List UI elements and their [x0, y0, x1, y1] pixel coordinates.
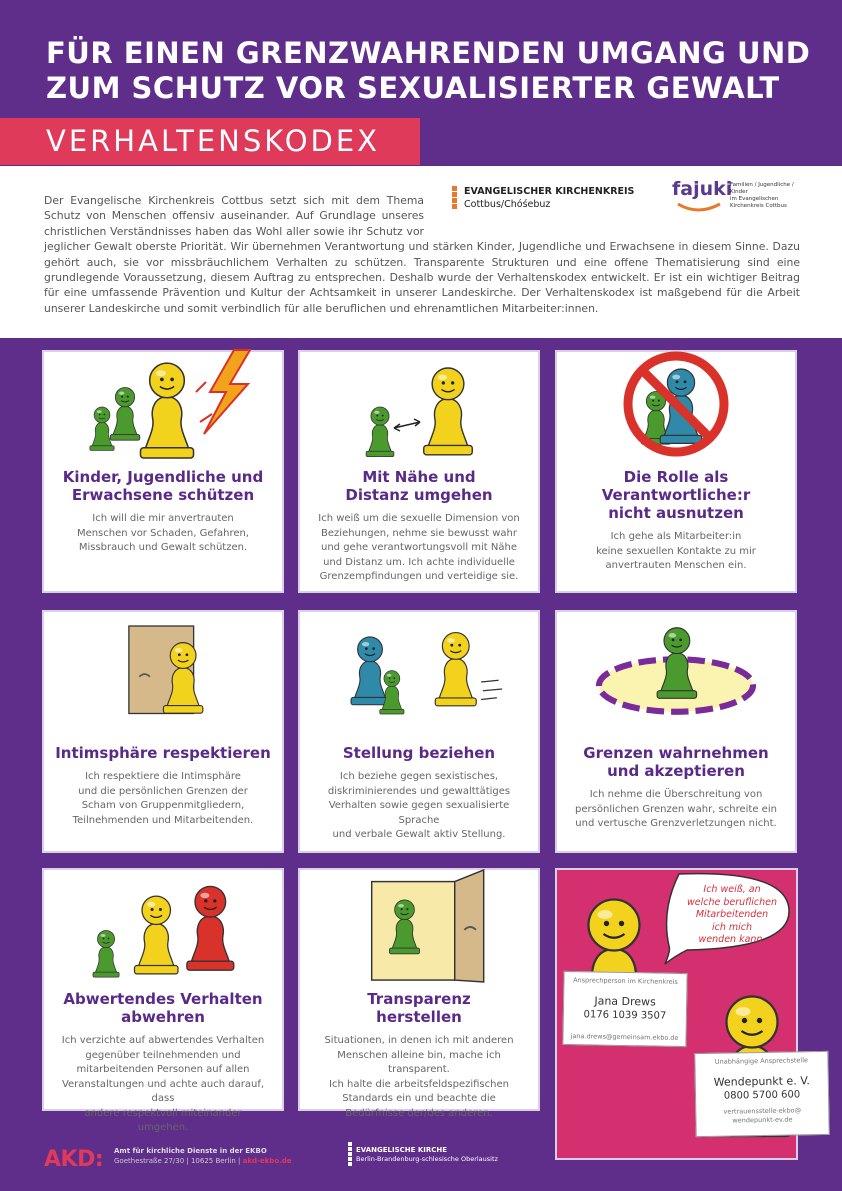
card-naehe-distanz	[298, 350, 540, 593]
intro-section	[0, 166, 842, 338]
pawn-door-illustration	[44, 612, 282, 724]
akd-logo: AKD:	[44, 1147, 104, 1172]
akd-website-link[interactable]: akd-ekbo.de	[242, 1157, 292, 1165]
akd-address	[114, 1157, 292, 1165]
card-text: Ich nehme die Überschreitung von persönlichen Grenzen wahr, schreite ein und vertusche Grenzverletzungen nicht.	[575, 789, 777, 829]
fajuki-logo-word: fajuki	[672, 178, 733, 200]
ekbo-logo	[348, 1142, 548, 1172]
card-intimsphaere	[42, 610, 284, 853]
ekbo-logo-line1: EVANGELISCHE KIRCHE	[356, 1146, 448, 1154]
card-title: Abwertendes Verhalten abwehren	[63, 990, 263, 1026]
card-title: Mit Nähe und Distanz umgehen	[345, 468, 493, 504]
title-line-1: FÜR EINEN GRENZWAHRENDEN UMGANG UND	[46, 36, 811, 70]
fajuki-desc-line2: im Evangelischen	[730, 196, 779, 202]
contact-name: Jana Drews	[594, 994, 656, 1009]
ekbo-logo-line2: Berlin-Brandenburg-schlesische Oberlausitz	[356, 1155, 498, 1163]
card-text: Situationen, in denen ich mit anderen Menschen alleine bin, mache ich transparent. Ich halte die arbeitsfeldspezifischen Standards ein und beachte die Bedürfnisse der/des anderen.	[324, 1035, 514, 1119]
kirchenkreis-logo-line2: Cottbus/Chóśebuz	[464, 199, 551, 210]
card-rolle	[555, 350, 797, 593]
sign-label: Unabhängige Ansprechstelle	[714, 1056, 809, 1066]
card-title: Intimsphäre respektieren	[55, 744, 271, 762]
card-text: Ich beziehe gegen sexistisches, diskriminierendes und gewalttätiges Verhalten sowie gegen sexualisierte Sprache und verbale Gewalt aktiv Stellung.	[327, 771, 511, 840]
contact-email[interactable]	[696, 1106, 828, 1126]
pawns-distance-illustration	[300, 352, 538, 464]
contact-phone[interactable]: 0800 5700 600	[723, 1089, 801, 1102]
banner-label: VERHALTENSKODEX	[46, 124, 381, 158]
title-line-2: ZUM SCHUTZ VOR SEXUALISIERTER GEWALT	[46, 71, 780, 105]
pawn-open-door-illustration	[300, 870, 538, 982]
contact-sign-wendepunkt	[694, 1051, 829, 1137]
akd-name: Amt für kirchliche Dienste in der EKBO	[114, 1147, 267, 1155]
card-text: Ich verzichte auf abwertendes Verhalten gegenüber teilnehmenden und mitarbeitenden Personen auf allen Veranstaltungen und achte auch darauf, dass andere respektvoll miteinander umgehen.	[61, 1035, 265, 1133]
prohibition-illustration	[557, 352, 795, 464]
speech-bubble: Ich weiß, an welche beruflichen Mitarbeitenden ich mich wenden kann.	[686, 884, 778, 945]
card-text: Ich weiß um die sexuelle Dimension von Beziehungen, nehme sie bewusst wahr und gehe verantwortungsvoll mit Nähe und Distanz um. Ich achte individuelle Grenzempfindungen und verteidige sie.	[318, 513, 520, 582]
card-title: Transparenz herstellen	[367, 990, 471, 1026]
footer	[0, 1130, 842, 1191]
kirchenkreis-logo-line1: EVANGELISCHER KIRCHENKREIS	[464, 186, 635, 197]
contact-email-line2: wendepunkt-ev.de	[732, 1115, 793, 1125]
card-grenzen	[555, 610, 797, 853]
sign-label: Ansprechperson im Kirchenkreis	[573, 976, 678, 986]
card-stellung	[298, 610, 540, 853]
contact-phone[interactable]: 0176 1039 3507	[583, 1009, 667, 1022]
banner	[0, 118, 420, 165]
fajuki-desc-line1: Familien / Jugendliche / Kinder	[730, 182, 794, 195]
pawns-lightning-illustration	[44, 352, 282, 464]
card-title: Die Rolle als Verantwortliche:r nicht ausnutzen	[601, 468, 751, 522]
page-title	[46, 36, 826, 106]
contact-sign-kirchenkreis	[562, 971, 687, 1047]
header	[0, 0, 842, 170]
intro-paragraph	[44, 193, 800, 316]
pawns-stop-illustration	[300, 612, 538, 724]
card-title: Kinder, Jugendliche und Erwachsene schützen	[62, 468, 264, 504]
contact-card	[555, 868, 810, 1160]
pawn-boundary-illustration	[557, 612, 795, 724]
fajuki-desc-line3: Kirchenkreis Cottbus	[730, 203, 787, 209]
card-schuetzen	[42, 350, 284, 593]
card-transparenz	[298, 868, 540, 1119]
intro-text: Der Evangelische Kirchenkreis Cottbus setzt sich mit dem Thema Schutz von Menschen offensiv auseinander. Auf Grundlage unseres christlichen Verständnisses haben das Wohl aller sowie ihr Schutz vor jeglicher Gewalt oberste Priorität. Wir übernehmen Verantwortung und stärken Kinder, Jugendliche und Erwachsene in diesem Sinne. Dazu gehört auch, sie vor missbräuchlichem Verhalten zu schützen. Transparente Strukturen und eine offene Thematisierung sind eine grundlegende Voraussetzung, diesem Auftrag zu entsprechen. Deshalb wurde der Verhaltenskodex entwickelt. Er ist ein wichtiger Beitrag für eine umfassende Prävention und Kultur der Achtsamkeit in unserer Landeskirche. Der Verhaltenskodex ist maßgebend für die Arbeit unserer Landeskirche und somit verbindlich für alle beruflichen und ehrenamtlichen Mitarbeiter:innen.	[44, 194, 800, 315]
card-text: Ich will die mir anvertrauten Menschen vor Schaden, Gefahren, Missbrauch und Gewalt schützen.	[76, 513, 250, 553]
card-title: Stellung beziehen	[342, 744, 496, 762]
card-text: Ich gehe als Mitarbeiter:in keine sexuellen Kontakte zu mir anvertrauten Menschen ein.	[596, 531, 756, 571]
contact-name: Wendepunkt e. V.	[713, 1074, 810, 1089]
contact-email[interactable]: jana.drews@gemeinsam.ekbo.de	[570, 1032, 679, 1042]
akd-address-text: Goethestraße 27/30 | 10625 Berlin |	[114, 1157, 241, 1165]
card-text: Ich respektiere die Intimsphäre und die persönlichen Grenzen der Scham von Gruppenmitgliedern, Teilnehmenden und Mitarbeitenden.	[72, 771, 254, 826]
pawns-defend-illustration	[44, 870, 282, 982]
contact-email-line1: vertrauensstelle-ekbo@	[723, 1106, 802, 1116]
card-title: Grenzen wahrnehmen und akzeptieren	[583, 744, 769, 780]
cross-icon	[348, 1142, 353, 1167]
card-abwertend	[42, 868, 284, 1133]
